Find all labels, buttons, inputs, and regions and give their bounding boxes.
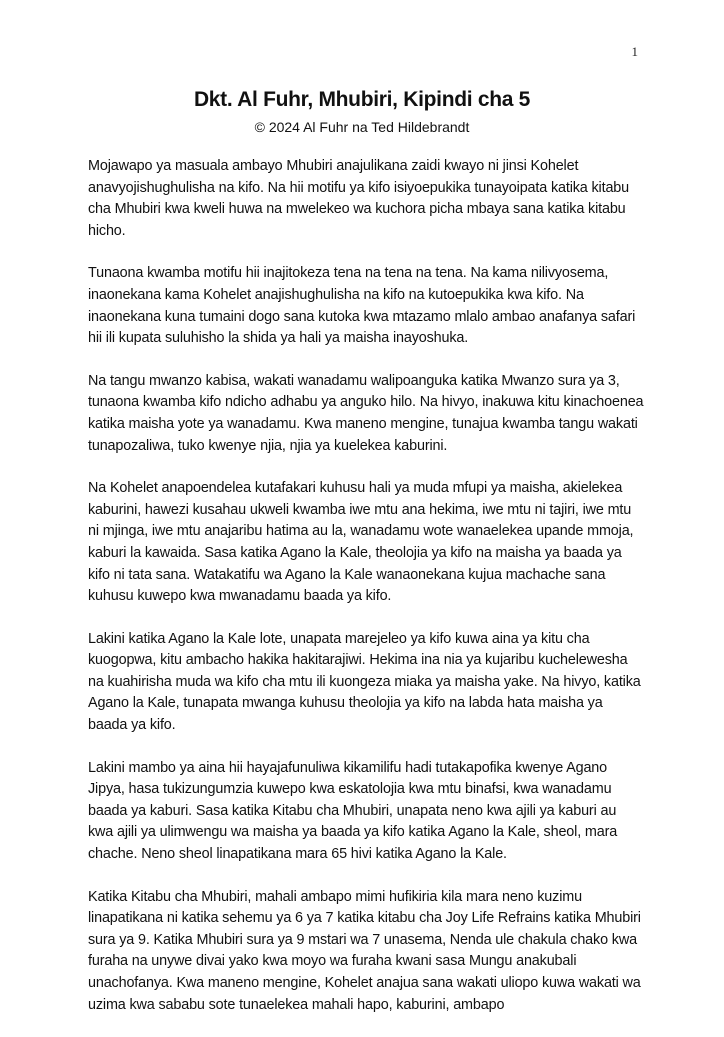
paragraph-4: Na Kohelet anapoendelea kutafakari kuhusu hali ya muda mfupi ya maisha, akielekea kaburini, hawezi kusahau ukweli kwamba iwe mtu ana hekima, iwe mtu ni tajiri, iwe mtu ni mjinga, iwe mtu anajaribu hatima au la, wanadamu wote wanaelekea upande mmoja, kaburi la kawaida. Sasa katika Agano la Kale, theolojia ya kifo na maisha ya baada ya kifo ni tata sana. Watakatifu wa Agano la Kale wanaonekana kujua machache sana kuhusu kuwepo kwa mwanadamu baada ya kifo.	[88, 480, 634, 605]
paragraph-1: Mojawapo ya masuala ambayo Mhubiri anajulikana zaidi kwayo ni jinsi Kohelet anavyojishughulisha na kifo. Na hii motifu ya kifo isiyoepukika tunayoipata katika kitabu cha Mhubiri kwa kweli huwa na mwelekeo wa kuchora picha mbaya sana katika kitabu hicho.	[88, 158, 630, 239]
paragraph-2: Tunaona kwamba motifu hii inajitokeza tena na tena na tena. Na kama nilivyosema, inaonekana kama Kohelet anajishughulisha na kifo na kutoepukika kwa kifo. Na inaonekana kuna tumaini dogo sana kutoka kwa mtazamo mlalo ambao anafanya safari hii ili kupata suluhisho la shida ya hali ya maisha inayoshuka.	[88, 265, 636, 347]
body-text	[88, 156, 644, 1037]
page-number: 1	[631, 44, 638, 59]
document-title: Dkt. Al Fuhr, Mhubiri, Kipindi cha 5	[193, 88, 531, 111]
paragraph-5: Lakini katika Agano la Kale lote, unapata marejeleo ya kifo kuwa aina ya kitu cha kuogopwa, kitu ambacho hakika hakitarajiwi. Hekima ina nia ya kujaribu kuchelewesha na kuahirisha muda wa kifo cha mtu ili kuongeza miaka ya maisha yake. Na hivyo, katika Agano la Kale, tunapata mwanga kuhusu theolojia ya kifo na labda hata maisha ya baada ya kifo.	[88, 630, 641, 734]
copyright-subtitle: © 2024 Al Fuhr na Ted Hildebrandt	[254, 119, 470, 135]
paragraph-3: Na tangu mwanzo kabisa, wakati wanadamu walipoanguka katika Mwanzo sura ya 3, tunaona kwamba kifo ndicho adhabu ya anguko hilo. Na hivyo, inakuwa kitu kinachoenea katika maisha yote ya wanadamu. Kwa maneno mengine, tunajua kwamba tangu wakati tunapozaliwa, tuko kwenye njia, njia ya kuelekea kaburini.	[88, 372, 644, 454]
paragraph-6: Lakini mambo ya aina hii hayajafunuliwa kikamilifu hadi tutakapofika kwenye Agano Jipya, hasa tukizungumzia kuwepo kwa eskatolojia kwa mtu binafsi, kwa wanadamu baada ya kaburi. Sasa katika Kitabu cha Mhubiri, unapata neno kwa ajili ya kaburi au kwa ajili ya ulimwengu wa maisha ya baada ya kifo katika Agano la Kale, sheol, mara chache. Neno sheol linapatikana mara 65 hivi katika Agano la Kale.	[88, 759, 618, 863]
paragraph-7: Katika Kitabu cha Mhubiri, mahali ambapo mimi hufikiria kila mara neno kuzimu linapatikana ni katika sehemu ya 6 ya 7 katika kitabu cha Joy Life Refrains katika Mhubiri sura ya 9. Katika Mhubiri sura ya 9 mstari wa 7 unasema, Nenda ule chakula chako kwa furaha na unywe divai yako kwa moyo wa furaha kwani sasa Mungu anakubali unachofanya. Kwa maneno mengine, Kohelet anajua sana wakati uliopo kuwa wakati wa uzima kwa sababu sote tunaelekea mahali hapo, kaburini, ambapo	[88, 888, 641, 1013]
